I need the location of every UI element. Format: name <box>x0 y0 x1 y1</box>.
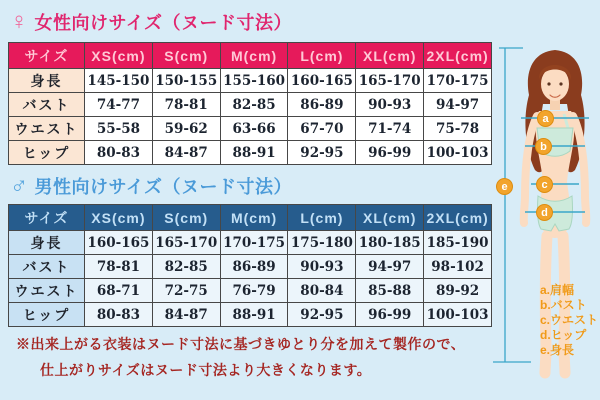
column-header: S(cm) <box>152 43 220 69</box>
size-cell: 78-81 <box>152 93 220 117</box>
size-cell: 98-102 <box>424 255 492 279</box>
size-cell: 92-95 <box>288 141 356 165</box>
legend-item-hip: d.ヒップ <box>540 328 587 342</box>
size-cell: 96-99 <box>356 303 424 327</box>
size-cell: 90-93 <box>356 93 424 117</box>
size-cell: 160-165 <box>288 69 356 93</box>
size-cell: 82-85 <box>152 255 220 279</box>
male-size-table <box>8 204 492 327</box>
female-symbol-icon: ♀ <box>10 8 29 35</box>
size-cell: 100-103 <box>424 141 492 165</box>
size-cell: 94-97 <box>356 255 424 279</box>
male-section-title-text: 男性向けサイズ（ヌード寸法） <box>34 177 293 197</box>
marker-c-waist: c <box>536 176 553 193</box>
size-cell: 145-150 <box>85 69 153 93</box>
column-header: L(cm) <box>288 205 356 231</box>
size-cell: 170-175 <box>424 69 492 93</box>
table-row <box>9 279 492 303</box>
measurement-legend <box>540 283 598 358</box>
row-label: ヒップ <box>9 303 85 327</box>
marker-a-shoulder: a <box>537 110 554 127</box>
size-cell: 67-70 <box>288 117 356 141</box>
size-cell: 100-103 <box>424 303 492 327</box>
size-cell: 76-79 <box>220 279 288 303</box>
size-cell: 180-185 <box>356 231 424 255</box>
size-cell: 63-66 <box>220 117 288 141</box>
size-cell: 80-83 <box>85 303 153 327</box>
size-cell: 165-170 <box>152 231 220 255</box>
column-header: 2XL(cm) <box>424 43 492 69</box>
table-row <box>9 93 492 117</box>
table-row <box>9 117 492 141</box>
size-cell: 94-97 <box>424 93 492 117</box>
size-cell: 80-83 <box>85 141 153 165</box>
size-cell: 96-99 <box>356 141 424 165</box>
marker-d-hip: d <box>536 204 553 221</box>
legend-item-height: e.身長 <box>540 343 575 357</box>
size-cell: 88-91 <box>220 141 288 165</box>
size-cell: 80-84 <box>288 279 356 303</box>
size-cell: 72-75 <box>152 279 220 303</box>
footnote-line-2: 仕上がりサイズはヌード寸法より大きくなります。 <box>40 362 372 378</box>
header-row <box>9 205 492 231</box>
row-label: 身長 <box>9 231 85 255</box>
size-cell: 175-180 <box>288 231 356 255</box>
size-cell: 78-81 <box>85 255 153 279</box>
row-label: ウエスト <box>9 117 85 141</box>
marker-e-height: e <box>496 178 513 195</box>
size-cell: 84-87 <box>152 303 220 327</box>
size-cell: 74-77 <box>85 93 153 117</box>
size-cell: 86-89 <box>220 255 288 279</box>
male-section-title <box>10 173 292 199</box>
column-header: L(cm) <box>288 43 356 69</box>
column-header: サイズ <box>9 43 85 69</box>
column-header: XL(cm) <box>356 43 424 69</box>
male-symbol-icon: ♂ <box>10 172 29 199</box>
female-section-title <box>10 9 292 35</box>
female-size-table <box>8 42 492 165</box>
header-row <box>9 43 492 69</box>
row-label: 身長 <box>9 69 85 93</box>
marker-b-bust: b <box>535 138 552 155</box>
size-cell: 71-74 <box>356 117 424 141</box>
column-header: XS(cm) <box>85 205 153 231</box>
table-row <box>9 303 492 327</box>
column-header: 2XL(cm) <box>424 205 492 231</box>
column-header: XS(cm) <box>85 43 153 69</box>
size-cell: 82-85 <box>220 93 288 117</box>
size-cell: 155-160 <box>220 69 288 93</box>
size-cell: 165-170 <box>356 69 424 93</box>
size-cell: 89-92 <box>424 279 492 303</box>
row-label: ウエスト <box>9 279 85 303</box>
size-cell: 185-190 <box>424 231 492 255</box>
table-row <box>9 255 492 279</box>
legend-item-bust: b.バスト <box>540 298 587 312</box>
table-row <box>9 69 492 93</box>
footnote-line-1: ※出来上がる衣装はヌード寸法に基づきゆとり分を加えて製作ので、 <box>16 336 466 352</box>
column-header: M(cm) <box>220 205 288 231</box>
size-cell: 88-91 <box>220 303 288 327</box>
size-cell: 68-71 <box>85 279 153 303</box>
row-label: ヒップ <box>9 141 85 165</box>
size-cell: 84-87 <box>152 141 220 165</box>
size-cell: 160-165 <box>85 231 153 255</box>
table-row <box>9 231 492 255</box>
female-section-title-text: 女性向けサイズ（ヌード寸法） <box>34 13 293 33</box>
column-header: M(cm) <box>220 43 288 69</box>
row-label: バスト <box>9 255 85 279</box>
size-cell: 92-95 <box>288 303 356 327</box>
column-header: S(cm) <box>152 205 220 231</box>
table-row <box>9 141 492 165</box>
row-label: バスト <box>9 93 85 117</box>
size-cell: 170-175 <box>220 231 288 255</box>
size-cell: 59-62 <box>152 117 220 141</box>
legend-item-waist: c.ウエスト <box>540 313 599 327</box>
size-cell: 75-78 <box>424 117 492 141</box>
column-header: サイズ <box>9 205 85 231</box>
column-header: XL(cm) <box>356 205 424 231</box>
legend-item-shoulder: a.肩幅 <box>540 283 575 297</box>
size-cell: 85-88 <box>356 279 424 303</box>
size-cell: 86-89 <box>288 93 356 117</box>
size-cell: 55-58 <box>85 117 153 141</box>
size-cell: 150-155 <box>152 69 220 93</box>
size-cell: 90-93 <box>288 255 356 279</box>
